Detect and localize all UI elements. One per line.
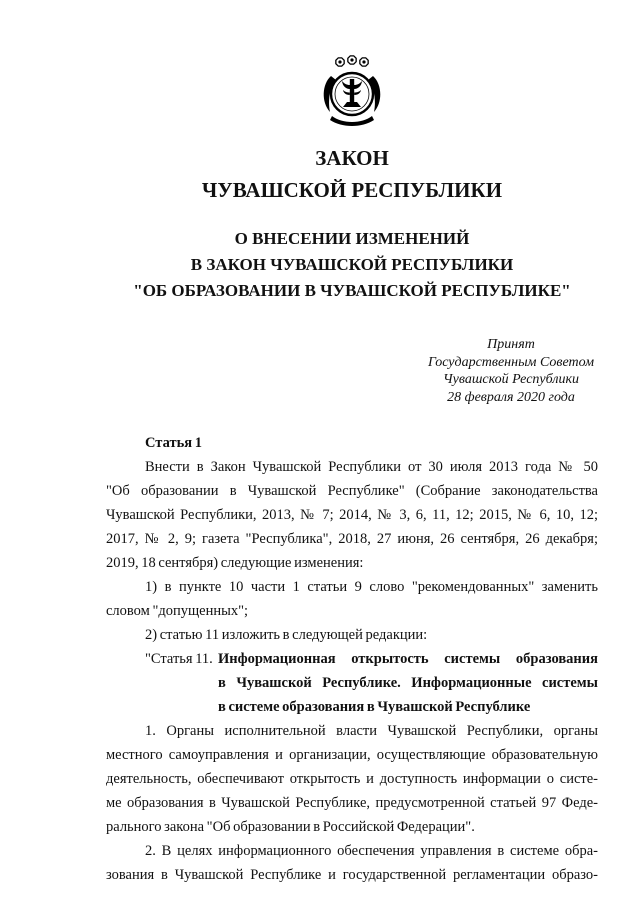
- title-line: в Чувашской Республике. Информационные системы: [218, 675, 598, 691]
- document-header: [106, 142, 598, 206]
- law-title: ЗАКОН: [315, 146, 389, 170]
- article-heading: Статья 1: [145, 435, 202, 451]
- quoted-article-heading: [106, 647, 598, 719]
- text-line: рального закона "Об образовании в Российской Федерации".: [106, 819, 475, 835]
- republic-title: ЧУВАШСКОЙ РЕСПУБЛИКИ: [201, 178, 503, 202]
- adoption-line: Чувашской Республики: [443, 372, 579, 387]
- quoted-article-label: "Статья 11.: [145, 651, 213, 667]
- title-line: в системе образования в Чувашской Республике: [218, 699, 531, 715]
- text-line: деятельность, обеспечивают открытость и доступность информации о систе-: [106, 771, 598, 787]
- text-line: 1. Органы исполнительной власти Чувашской Республики, органы: [145, 723, 598, 739]
- text-line: 2019, 18 сентября) следующие изменения:: [106, 555, 364, 571]
- emblem-ribbon: [330, 116, 374, 126]
- text-line: Внести в Закон Чувашской Республики от 30 июля 2013 года № 50: [145, 459, 598, 475]
- document-body: [106, 431, 598, 887]
- text-line: зования в Чувашской Республике и государственной регламентации образо-: [106, 867, 598, 883]
- title-line: Информационная открытость системы образования: [218, 651, 598, 667]
- adoption-note: [411, 336, 611, 406]
- emblem-star-dot: [338, 60, 341, 63]
- adoption-line: Принят: [487, 337, 535, 352]
- law-subtitle: [106, 226, 598, 304]
- paragraph-intro: [106, 455, 598, 575]
- text-line: словом "допущенных";: [106, 603, 249, 619]
- text-line: Чувашской Республики, 2013, № 7; 2014, № 3, 6, 11, 12; 2015, № 6, 10, 12;: [106, 507, 598, 523]
- paragraph-part-2: [106, 839, 598, 887]
- text-line: местного самоуправления и организации, осуществляющие образовательную: [106, 747, 598, 763]
- subtitle-line: О ВНЕСЕНИИ ИЗМЕНЕНИЙ: [234, 229, 470, 248]
- text-line: 2) статью 11 изложить в следующей редакции:: [145, 627, 428, 643]
- text-line: "Об образовании в Чувашской Республике" (Собрание законодательства: [106, 483, 598, 499]
- adoption-line: Государственным Советом: [427, 354, 595, 370]
- text-line: 1) в пункте 10 части 1 статьи 9 слово "рекомендованных" заменить: [145, 579, 598, 595]
- paragraph-item-1: [106, 575, 598, 623]
- text-line: 2017, № 2, 9; газета "Республика", 2018, 27 июня, 26 сентября, 26 декабря;: [106, 531, 598, 547]
- subtitle-line: "ОБ ОБРАЗОВАНИИ В ЧУВАШСКОЙ РЕСПУБЛИКЕ": [133, 281, 571, 300]
- paragraph-item-2: [106, 623, 598, 647]
- adoption-date: 28 февраля 2020 года: [447, 389, 575, 405]
- emblem-star-dot: [362, 60, 365, 63]
- text-line: ме образования в Чувашской Республике, предусмотренной статьей 97 Феде-: [106, 795, 598, 811]
- text-line: 2. В целях информационного обеспечения управления в системе обра-: [145, 843, 598, 859]
- emblem-star-dot: [350, 58, 353, 61]
- paragraph-part-1: [106, 719, 598, 839]
- quoted-article-title: [218, 647, 598, 719]
- subtitle-line: В ЗАКОН ЧУВАШСКОЙ РЕСПУБЛИКИ: [190, 255, 514, 274]
- coat-of-arms-emblem: [316, 54, 388, 130]
